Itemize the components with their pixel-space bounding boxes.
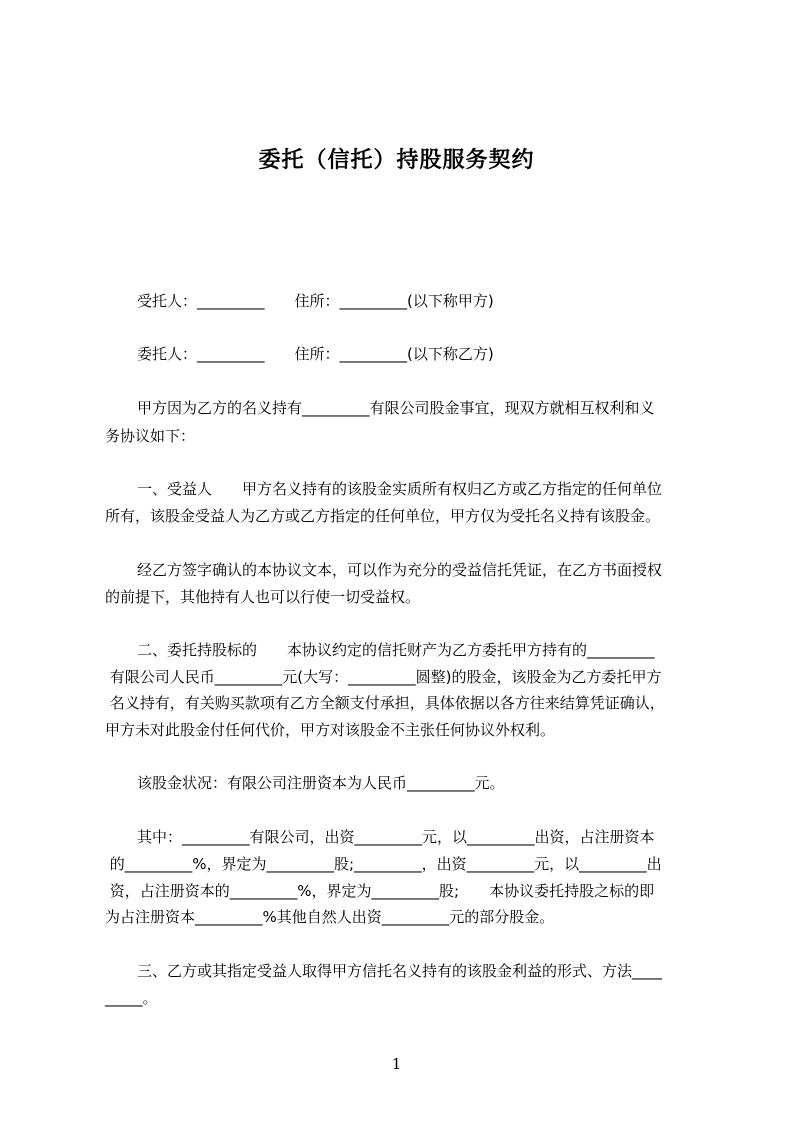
trustee-label: 受托人：_________ [137,292,265,310]
among-line-3 [105,880,705,902]
section2-line-4: 甲方未对此股金付任何代价，甲方对该股金不主张任何协议外权利。 [105,721,556,739]
section2-line-2: 有限公司人民币_________元(大写：_________圆整)的股金，该股金为乙方委托甲方 [105,668,662,686]
para2-line-1: 经乙方签字确认的本协议文本，可以作为充分的受益信托凭证，在乙方书面授权 [137,561,663,579]
among-line-2: 的_________%，界定为_________股;_________，出资_________元，以_________出 [105,855,662,873]
intro-line-1: 甲方因为乙方的名义持有_________有限公司股金事宜，现双方就相互权利和义 [137,399,655,417]
trustor-label: 委托人：_________ [137,345,265,363]
among-line-1: 其中：_________有限公司，出资_________元，以_________出资，占注册资本 [137,828,655,846]
trustor-address: 住所：_________(以下称乙方) [294,345,494,363]
page-number: 1 [391,1055,402,1073]
document-title: 委托（信托）持股服务契约 [258,148,535,173]
section2-text: 本协议约定的信托财产为乙方委托甲方持有的_________ [287,641,655,659]
capital-status-line: 该股金状况：有限公司注册资本为人民币_________元。 [137,774,505,792]
section2-line-1 [137,639,737,661]
section2-heading: 二、委托持股标的 [137,641,258,659]
section3-line-2: _____。 [105,989,158,1007]
trustee-line [137,290,737,312]
section1-line-2: 所有，该股金受益人为乙方或乙方指定的任何单位，甲方仅为受托名义持有该股金。 [105,507,661,525]
trustee-address: 住所：_________(以下称甲方) [294,292,494,310]
section1-line-1 [137,478,737,500]
section1-heading: 一、受益人 [137,480,213,498]
section2-line-3: 名义持有，有关购买款项有乙方全额支付承担，具体依据以各方往来结算凭证确认， [105,694,665,712]
section3-line-1: 三、乙方或其指定受益人取得甲方信托名义持有的该股金利益的形式、方法____ [137,962,663,980]
section1-text: 甲方名义持有的该股金实质所有权归乙方或乙方指定的任何单位 [242,480,663,498]
para2-line-2: 的前提下，其他持有人也可以行使一切受益权。 [105,588,421,606]
among-line-4: 为占注册资本_________%其他自然人出资_________元的部分股金。 [105,908,555,926]
among-line-3-text: 资，占注册资本的_________%，界定为_________股; [105,882,460,900]
among-tail: 本协议委托持股之标的即 [489,882,655,900]
trustor-line [137,343,737,365]
intro-line-2: 务协议如下： [105,427,196,445]
